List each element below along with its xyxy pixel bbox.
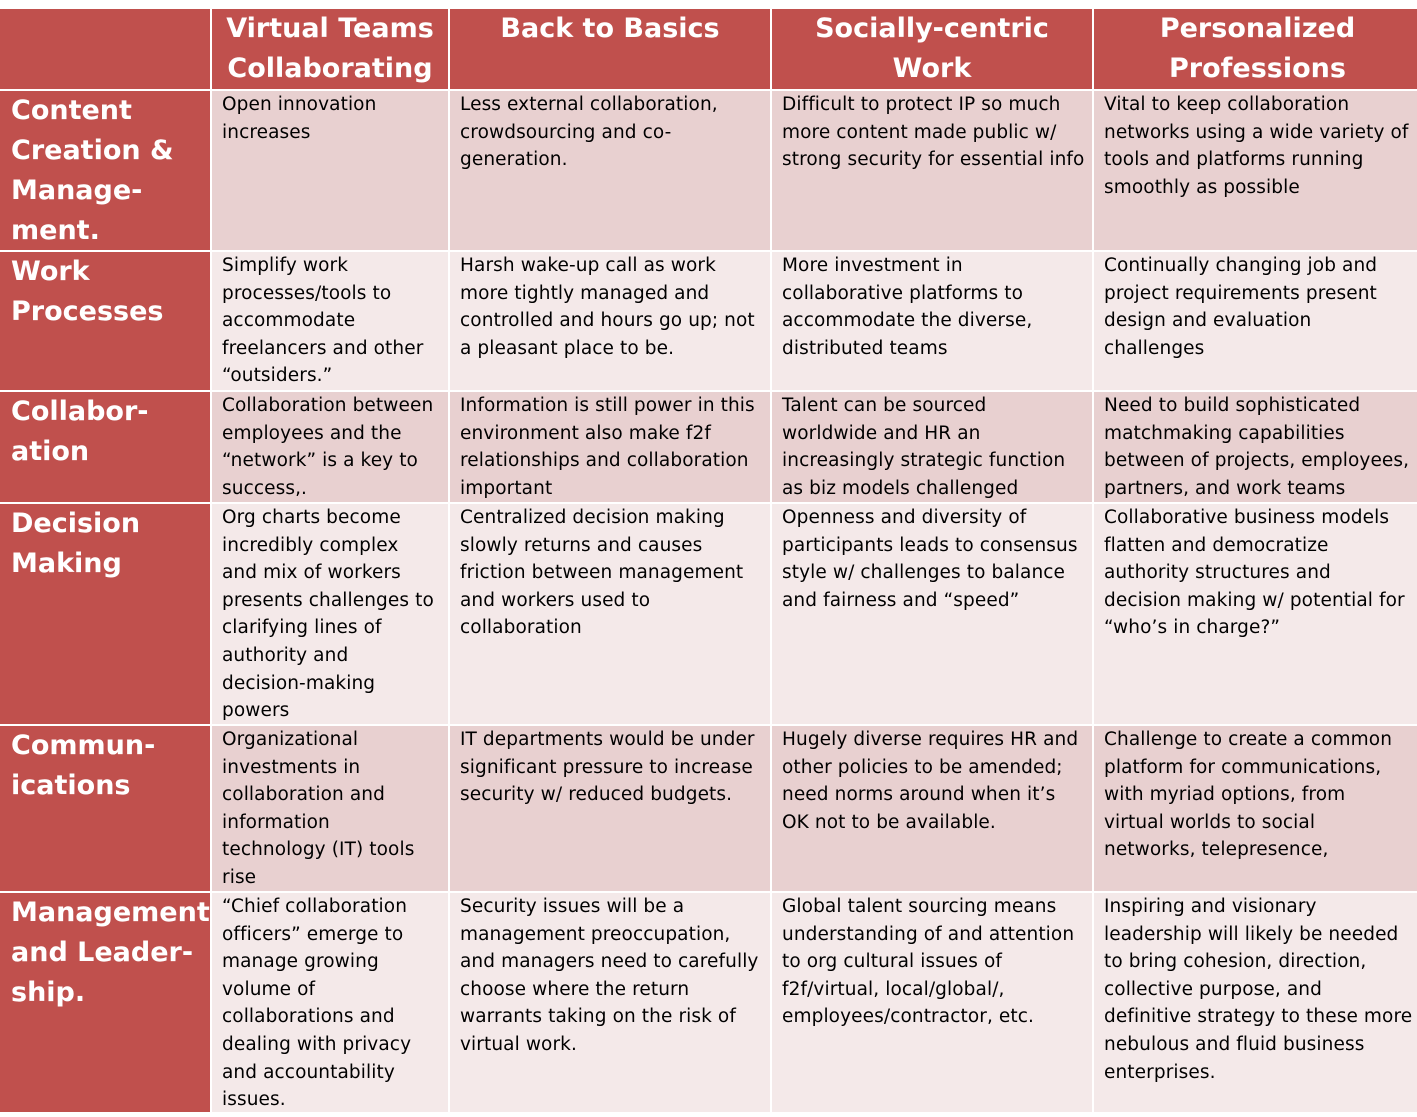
table-cell: Organizational investments in collaboration and information technology (IT) tools rise — [212, 726, 448, 891]
table-cell: IT departments would be under significant pressure to increase security w/ reduced budgets. — [450, 726, 770, 891]
table-corner — [0, 9, 210, 89]
table-cell: Collaboration between employees and the “network” is a key to success,. — [212, 392, 448, 502]
column-header-socially-centric: Socially-centric Work — [772, 9, 1092, 89]
table-cell: Talent can be sourced worldwide and HR an increasingly strategic function as biz models challenged — [772, 392, 1092, 502]
table-cell: Less external collaboration, crowdsourcing and co- generation. — [450, 91, 770, 250]
table-cell: Information is still power in this environment also make f2f relationships and collaboration important — [450, 392, 770, 502]
table-cell: Simplify work processes/tools to accommodate freelancers and other “outsiders.” — [212, 252, 448, 390]
table-cell: Open innovation increases — [212, 91, 448, 250]
table-cell: Continually changing job and project requirements present design and evaluation challenges — [1094, 252, 1417, 390]
column-header-virtual-teams: Virtual Teams Collaborating — [212, 9, 448, 89]
table-cell: Hugely diverse requires HR and other policies to be amended; need norms around when it’s OK not to be available. — [772, 726, 1092, 891]
row-header-collaboration: Collabor- ation — [0, 392, 210, 502]
table-cell: Global talent sourcing means understanding of and attention to org cultural issues of f2f/virtual, local/global/, employees/contractor, etc. — [772, 893, 1092, 1112]
row-header-decision-making: Decision Making — [0, 504, 210, 724]
row-header-work-processes: Work Processes — [0, 252, 210, 390]
column-header-personalized: Personalized Professions — [1094, 9, 1417, 89]
table-cell: Centralized decision making slowly returns and causes friction between management and workers used to collaboration — [450, 504, 770, 724]
row-header-communications: Commun- ications — [0, 726, 210, 891]
table-cell: Need to build sophisticated matchmaking capabilities between of projects, employees, partners, and work teams — [1094, 392, 1417, 502]
scenario-table — [0, 9, 1417, 1111]
row-header-management-leadership: Management and Leader- ship. — [0, 893, 210, 1112]
table-cell: Harsh wake-up call as work more tightly managed and controlled and hours go up; not a pleasant place to be. — [450, 252, 770, 390]
row-header-content-creation: Content Creation & Manage- ment. — [0, 91, 210, 250]
table-cell: Org charts become incredibly complex and mix of workers presents challenges to clarifying lines of authority and decision-making powers — [212, 504, 448, 724]
table-cell: Vital to keep collaboration networks using a wide variety of tools and platforms running smoothly as possible — [1094, 91, 1417, 250]
table-cell: Security issues will be a management preoccupation, and managers need to carefully choose where the return warrants taking on the risk of virtual work. — [450, 893, 770, 1112]
table-cell: Inspiring and visionary leadership will likely be needed to bring cohesion, direction, collective purpose, and definitive strategy to these more nebulous and fluid business enterprises. — [1094, 893, 1417, 1112]
table-cell: More investment in collaborative platforms to accommodate the diverse, distributed teams — [772, 252, 1092, 390]
table-cell: “Chief collaboration officers” emerge to manage growing volume of collaborations and dealing with privacy and accountability issues. — [212, 893, 448, 1112]
table-cell: Collaborative business models flatten and democratize authority structures and decision making w/ potential for “who’s in charge?” — [1094, 504, 1417, 724]
table-cell: Difficult to protect IP so much more content made public w/ strong security for essential info — [772, 91, 1092, 250]
table-cell: Openness and diversity of participants leads to consensus style w/ challenges to balance and fairness and “speed” — [772, 504, 1092, 724]
table-cell: Challenge to create a common platform for communications, with myriad options, from virtual worlds to social networks, telepresence, — [1094, 726, 1417, 891]
column-header-back-to-basics: Back to Basics — [450, 9, 770, 89]
